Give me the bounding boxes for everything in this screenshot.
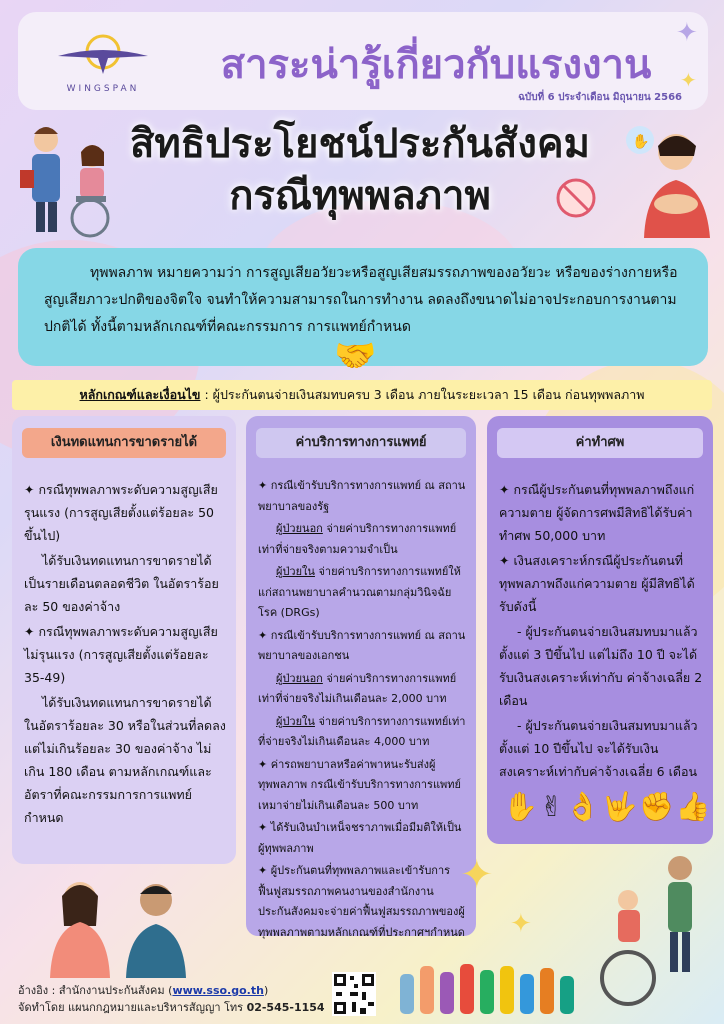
phone-number: 02-545-1154 bbox=[246, 1001, 325, 1014]
criteria-label: หลักเกณฑ์และเงื่อนไข bbox=[79, 387, 201, 402]
paragraph: ✦ กรณีทุพพลภาพระดับความสูญเสียไม่รุนแรง (การสูญเสียตั้งแต่ร้อยละ 35-49) bbox=[24, 624, 218, 685]
criteria-text: : ผู้ประกันตนจ่ายเงินสมทบครบ 3 เดือน ภายในระยะเวลา 15 เดือน ก่อนทุพพลภาพ bbox=[200, 387, 645, 402]
income-compensation-column bbox=[12, 416, 236, 864]
inpatient-label: ผู้ป่วยใน bbox=[276, 714, 315, 728]
inpatient-label: ผู้ป่วยใน bbox=[276, 565, 315, 578]
header bbox=[18, 12, 708, 110]
paragraph: - ผู้ประกันตนจ่ายเงินสมทบมาแล้วตั้งแต่ 10 ปีขึ้นไป จะได้รับเงินสงเคราะห์เท่ากับค่าจ้างเฉลี่ย 6 เดือน bbox=[499, 718, 698, 779]
paragraph: ✦ กรณีเข้ารับบริการทางการแพทย์ ณ สถานพยาบาลของรัฐ bbox=[258, 479, 466, 513]
svg-text:✦: ✦ bbox=[460, 852, 494, 898]
paragraph: ✦ กรณีเข้ารับบริการทางการแพทย์ ณ สถานพยาบาลของเอกชน bbox=[258, 628, 466, 662]
subtitle-line-2: กรณีทุพพลภาพ bbox=[229, 173, 491, 219]
reference-close: ) bbox=[263, 984, 269, 997]
sparkle-icon: ✦ bbox=[680, 68, 697, 92]
paragraph: ได้รับเงินทดแทนการขาดรายได้เป็นรายเดือนตลอดชีวิต ในอัตราร้อยละ 50 ของค่าจ้าง bbox=[24, 553, 219, 614]
logo-wordmark: WINGSPAN bbox=[66, 84, 140, 94]
paragraph: - ผู้ประกันตนจ่ายเงินสมทบมาแล้วตั้งแต่ 3 ปีขึ้นไป แต่ไม่ถึง 10 ปี จะได้รับเงินสงเคราะห์เท่ากับ ค่าจ้างเฉลี่ย 2 เดือน bbox=[499, 624, 703, 708]
svg-text:✦: ✦ bbox=[510, 909, 532, 939]
paragraph: ✦ เงินสงเคราะห์กรณีผู้ประกันตนที่ทุพพลภาพถึงแก่ความตาย ผู้มีสิทธิได้รับดังนี้ bbox=[499, 553, 695, 614]
made-by-label: จัดทำโดย แผนกกฎหมายและบริหารสัญญา โทร bbox=[18, 1001, 247, 1014]
sparkle-icon: ✦ bbox=[676, 18, 698, 48]
outpatient-label: ผู้ป่วยนอก bbox=[276, 522, 323, 535]
paragraph: ✦ ผู้ประกันตนที่ทุพพลภาพและเข้ารับการฟื้นฟูสมรรถภาพคนงานของสำนักงานประกันสังคมจะจ่ายค่าฟื้นฟูสมรรถภาพของผู้ทุพพลภาพตามหลักเกณฑ์ที่ประกาศฯกำหนด bbox=[258, 864, 465, 939]
paragraph: ✦ กรณีทุพพลภาพระดับความสูญเสียรุนแรง (การสูญเสียตั้งแต่ร้อยละ 50 ขึ้นไป) bbox=[24, 482, 218, 543]
income-compensation-heading: เงินทดแทนการขาดรายได้ bbox=[22, 428, 226, 458]
funeral-body bbox=[499, 478, 703, 785]
wingspan-logo-icon bbox=[48, 34, 158, 82]
qr-code-icon[interactable] bbox=[332, 972, 376, 1016]
sign-language-hands-icon: 🤝 bbox=[334, 336, 377, 376]
paragraph bbox=[258, 669, 466, 710]
paragraph: ✦ ได้รับเงินบำเหน็จชราภาพเมื่อมีมติให้เป็นผู้ทุพพลภาพ bbox=[258, 821, 462, 855]
reference-label: อ้างอิง : สำนักงานประกันสังคม ( bbox=[18, 984, 173, 997]
paragraph bbox=[258, 519, 466, 560]
made-by-line bbox=[18, 999, 325, 1016]
wingspan-logo bbox=[48, 34, 158, 104]
footer bbox=[18, 982, 325, 1016]
definition-text: ทุพพลภาพ หมายความว่า การสูญเสียอวัยวะหรือสูญเสียสมรรถภาพของอวัยวะ หรือของร่างกายหรือสูญเสียภาวะปกติของจิตใจ จนทำให้ความสามารถในการทำงาน ลดลงถึงขนาดไม่อาจประกอบการงานตามปกติได้ ทั้งนี้ตามหลักเกณฑ์ที่คณะกรรมการ การแพทย์กำหนด bbox=[44, 265, 678, 335]
community-illustration bbox=[380, 848, 716, 1020]
sign-language-hands-icon: ✋✌👌🤟✊👍 bbox=[503, 790, 713, 823]
paragraph bbox=[258, 562, 466, 624]
income-compensation-body bbox=[24, 478, 226, 831]
funeral-heading: ค่าทำศพ bbox=[497, 428, 703, 458]
paragraph-text: จ่ายค่าบริการทางการแพทย์ให้แก่สถานพยาบาลคำนวณตามกลุ่มวินิจฉัยโรค (DRGs) bbox=[258, 565, 461, 619]
paragraph: ได้รับเงินทดแทนการขาดรายได้ ในอัตราร้อยละ 30 หรือในส่วนที่ลดลง แต่ไม่เกินร้อยละ 30 ของค่าจ้าง ไม่เกิน 180 เดือน ตามหลักเกณฑ์และอัตราที่คณะกรรมการการแพทย์กำหนด bbox=[24, 695, 226, 825]
medical-services-heading: ค่าบริการทางการแพทย์ bbox=[256, 428, 466, 458]
paragraph bbox=[258, 712, 466, 753]
paragraph: ✦ กรณีผู้ประกันตนที่ทุพพลภาพถึงแก่ความตาย ผู้จัดการศพมีสิทธิได้รับค่าทำศพ 50,000 บาท bbox=[499, 482, 695, 543]
subtitle-line-1: สิทธิประโยชน์ประกันสังคม bbox=[130, 121, 590, 167]
svg-text:✋: ✋ bbox=[632, 134, 650, 150]
funeral-column bbox=[487, 416, 713, 844]
issue-label: ฉบับที่ 6 ประจำเดือน มิถุนายน 2566 bbox=[518, 92, 682, 103]
reference-line bbox=[18, 982, 325, 999]
paragraph-text: จ่ายค่าบริการทางการแพทย์เท่าที่จ่ายจริงตามความจำเป็น bbox=[258, 522, 457, 556]
paragraph: ✦ ค่ารถพยาบาลหรือค่าพาหนะรับส่งผู้ทุพพลภาพ กรณีเข้ารับบริการทางการแพทย์ เหมาจ่ายไม่เกินเดือนละ 500 บาท bbox=[258, 757, 462, 812]
subtitle bbox=[110, 118, 610, 222]
outpatient-label: ผู้ป่วยนอก bbox=[276, 671, 323, 685]
paragraph-text: จ่ายค่าบริการทางการแพทย์เท่าที่จ่ายจริงไม่เกินเดือนละ 4,000 บาท bbox=[258, 714, 466, 748]
sign-language-pair-illustration bbox=[40, 874, 200, 978]
page-title: สาระน่ารู้เกี่ยวกับแรงงาน bbox=[220, 42, 652, 88]
paragraph-text: จ่ายค่าบริการทางการแพทย์เท่าที่จ่ายจริงไม่เกินเดือนละ 2,000 บาท bbox=[258, 671, 457, 705]
sso-link[interactable]: www.sso.go.th bbox=[172, 984, 264, 997]
criteria-bar bbox=[12, 380, 712, 410]
